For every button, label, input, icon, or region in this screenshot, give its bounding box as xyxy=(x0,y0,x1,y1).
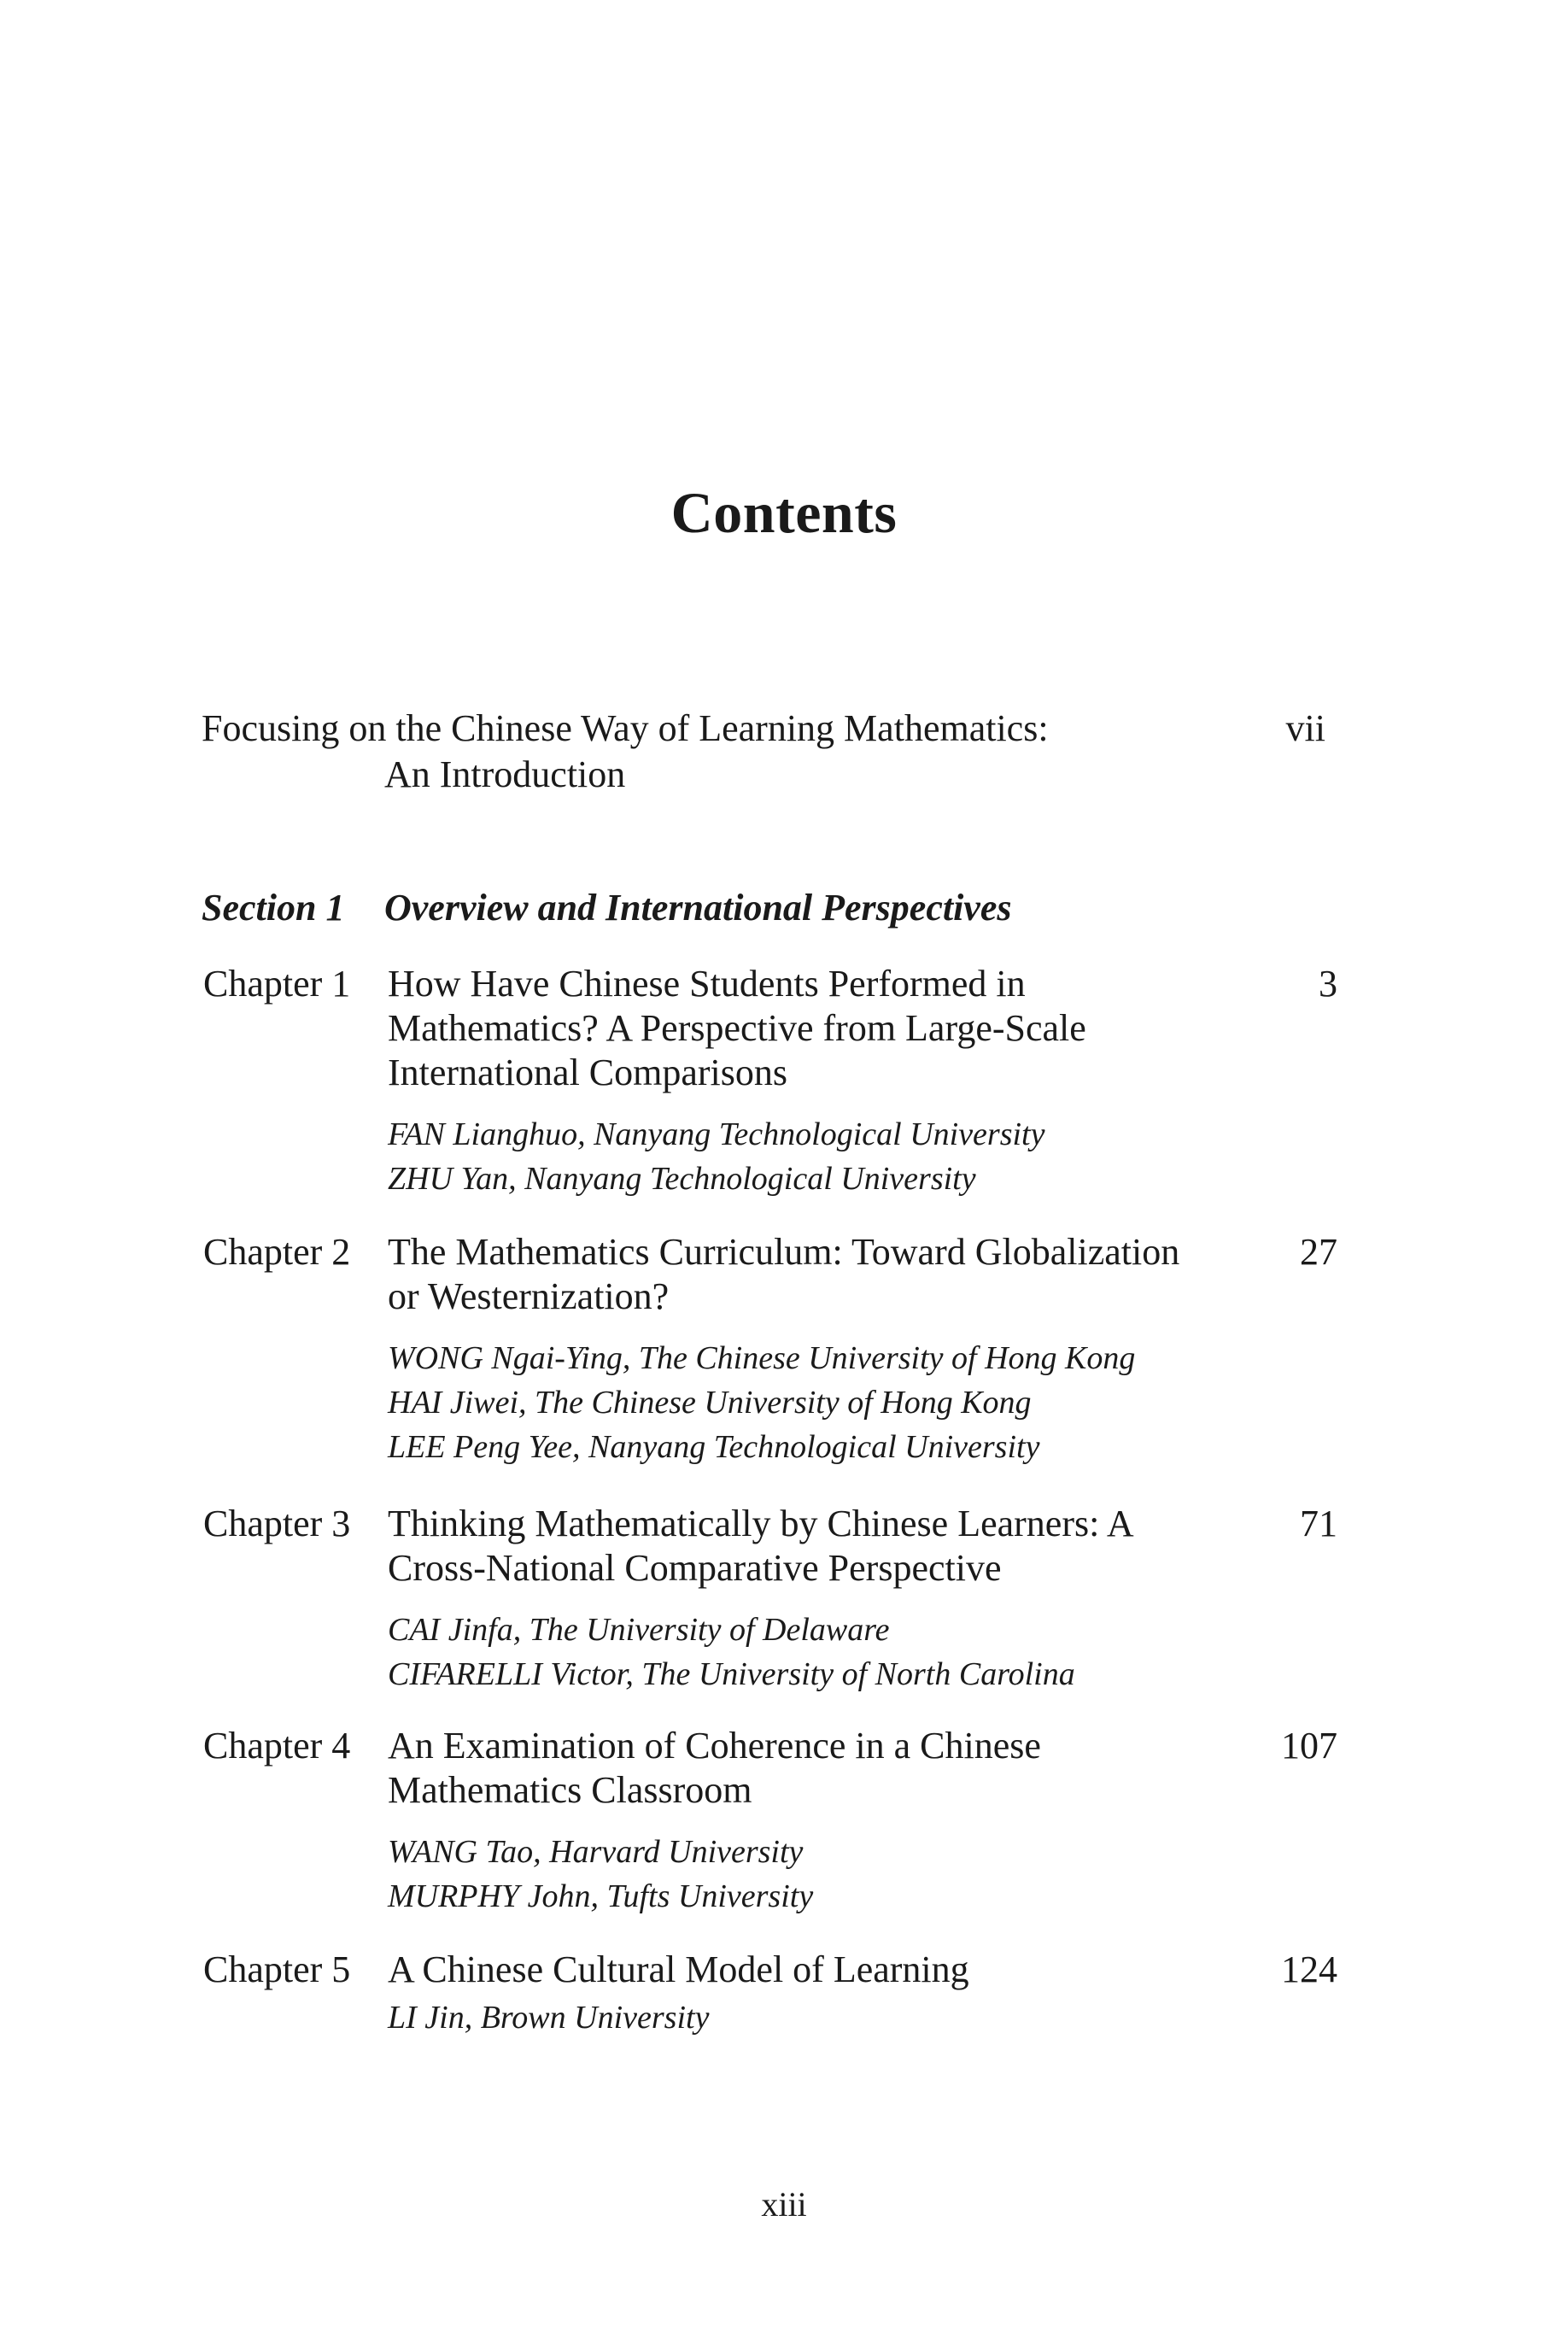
chapter-label: Chapter 4 xyxy=(203,1725,351,1767)
chapter-page-number: 3 xyxy=(1319,963,1337,1005)
author-line: FAN Lianghuo, Nanyang Technological University xyxy=(388,1116,1045,1152)
toc-entry-chapter-4[interactable] xyxy=(203,1724,1339,1919)
chapter-title: The Mathematics Curriculum: Toward Globalization or Westernization? xyxy=(388,1231,1180,1317)
chapter-page-number: 124 xyxy=(1281,1948,1337,1990)
intro-page-number: vii xyxy=(1285,707,1325,749)
toc-entry-chapter-3[interactable] xyxy=(203,1502,1339,1696)
toc-entry-introduction[interactable] xyxy=(202,706,1337,798)
section-number: Section 1 xyxy=(202,887,345,929)
chapter-title: A Chinese Cultural Model of Learning xyxy=(388,1948,969,1990)
chapter-authors xyxy=(388,1995,1220,2040)
intro-title-line2: An Introduction xyxy=(384,753,626,795)
page-title: Contents xyxy=(670,480,898,545)
author-line: CAI Jinfa, The University of Delaware xyxy=(388,1612,890,1648)
chapter-page-number: 71 xyxy=(1300,1503,1337,1544)
toc-entry-chapter-2[interactable] xyxy=(203,1230,1339,1469)
author-line: WANG Tao, Harvard University xyxy=(388,1834,804,1870)
chapter-title: How Have Chinese Students Performed in Mathematics? A Perspective from Large-Scale International Comparisons xyxy=(388,963,1086,1093)
chapter-authors xyxy=(388,1830,1220,1919)
author-line: ZHU Yan, Nanyang Technological University xyxy=(388,1161,976,1197)
chapter-page-number: 27 xyxy=(1300,1231,1337,1273)
page-folio: xiii xyxy=(761,2185,807,2224)
chapter-label: Chapter 5 xyxy=(203,1948,351,1990)
toc-entry-chapter-5[interactable] xyxy=(203,1948,1339,2040)
author-line: HAI Jiwei, The Chinese University of Hong Kong xyxy=(388,1385,1032,1421)
toc-entry-chapter-1[interactable] xyxy=(203,962,1339,1201)
author-line: CIFARELLI Victor, The University of North Carolina xyxy=(388,1656,1075,1692)
section-heading xyxy=(202,885,1012,931)
chapter-title: Thinking Mathematically by Chinese Learners: A Cross-National Comparative Perspective xyxy=(388,1503,1132,1589)
author-line: LEE Peng Yee, Nanyang Technological University xyxy=(388,1429,1040,1465)
chapter-title: An Examination of Coherence in a Chinese Mathematics Classroom xyxy=(388,1725,1041,1811)
author-line: MURPHY John, Tufts University xyxy=(388,1878,814,1914)
chapter-authors xyxy=(388,1336,1220,1469)
chapter-authors xyxy=(388,1112,1220,1201)
chapter-label: Chapter 3 xyxy=(203,1503,351,1544)
chapter-label: Chapter 1 xyxy=(203,963,351,1005)
chapter-label: Chapter 2 xyxy=(203,1231,351,1273)
chapter-page-number: 107 xyxy=(1281,1725,1337,1767)
author-line: WONG Ngai-Ying, The Chinese University of Hong Kong xyxy=(388,1340,1136,1376)
intro-title-line1: Focusing on the Chinese Way of Learning Mathematics: xyxy=(202,707,1049,749)
chapter-authors xyxy=(388,1608,1220,1696)
author-line: LI Jin, Brown University xyxy=(388,2000,710,2036)
section-title: Overview and International Perspectives xyxy=(384,887,1012,929)
